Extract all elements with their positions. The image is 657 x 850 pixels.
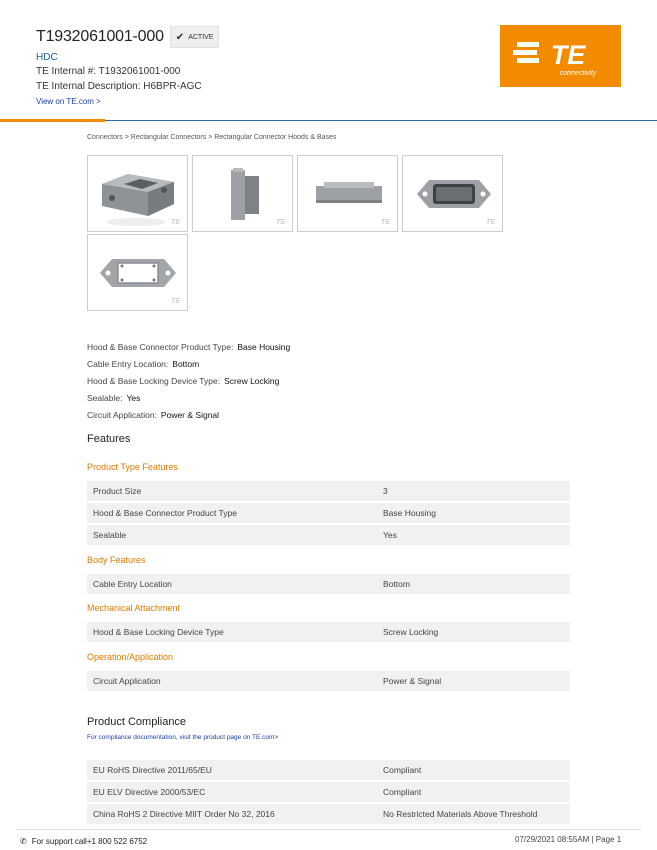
product-image-3[interactable]: [297, 155, 398, 232]
te-watermark: TE: [276, 219, 285, 226]
part-number-title: T1932061001-000: [36, 28, 164, 45]
product-image-2[interactable]: [192, 155, 293, 232]
product-image-5[interactable]: [87, 234, 188, 311]
brand-name: HDC: [36, 52, 58, 63]
feature-row: Circuit Application Power & Signal: [87, 671, 570, 691]
feature-row: Product Size 3: [87, 481, 570, 501]
checkmark-icon: ✔: [175, 31, 185, 43]
feature-row: Sealable Yes: [87, 525, 570, 545]
internal-number: TE Internal #: T1932061001-000: [36, 66, 181, 77]
group-title-mechanical: Mechanical Attachment: [87, 603, 181, 613]
compliance-heading: Product Compliance: [87, 716, 187, 728]
compliance-row: EU RoHS Directive 2011/65/EU Compliant: [87, 760, 570, 780]
te-watermark: TE: [381, 219, 390, 226]
compliance-link[interactable]: For compliance documentation, visit the product page on TE.com>: [87, 734, 279, 741]
breadcrumb[interactable]: Connectors > Rectangular Connectors > Rectangular Connector Hoods & Bases: [87, 134, 337, 141]
attribute-product-type: Hood & Base Connector Product Type: Base Housing: [87, 342, 291, 352]
footer-divider: [16, 829, 641, 830]
header: [36, 26, 219, 48]
feature-row: Hood & Base Connector Product Type Base Housing: [87, 503, 570, 523]
phone-icon: ✆: [20, 837, 27, 846]
view-on-te-link[interactable]: View on TE.com >: [36, 97, 101, 106]
logo-mark: [500, 25, 621, 87]
attribute-circuit-application: Circuit Application: Power & Signal: [87, 410, 220, 420]
attribute-locking-device: Hood & Base Locking Device Type: Screw Locking: [87, 376, 280, 386]
group-title-operation: Operation/Application: [87, 652, 174, 662]
logo-letters: TE: [550, 40, 586, 70]
compliance-row: China RoHS 2 Directive MIIT Order No 32, 2016 No Restricted Materials Above Threshold: [87, 804, 570, 824]
group-title-product-type: Product Type Features: [87, 462, 178, 472]
header-rule-accent: [0, 119, 105, 122]
feature-row: Cable Entry Location Bottom: [87, 574, 570, 594]
header-rule: [105, 120, 657, 121]
feature-row: Hood & Base Locking Device Type Screw Locking: [87, 622, 570, 642]
support-text: For support call+1 800 522 6752: [31, 837, 148, 846]
attribute-sealable: Sealable: Yes: [87, 393, 141, 403]
support-line: [20, 837, 147, 846]
status-label: ACTIVE: [188, 33, 214, 41]
product-image-4[interactable]: [402, 155, 503, 232]
te-connectivity-logo: [500, 25, 621, 87]
te-watermark: TE: [171, 219, 180, 226]
status-badge: [170, 26, 220, 48]
features-heading: Features: [87, 433, 131, 445]
attribute-cable-entry: Cable Entry Location: Bottom: [87, 359, 200, 369]
product-image-1[interactable]: [87, 155, 188, 232]
compliance-row: EU ELV Directive 2000/53/EC Compliant: [87, 782, 570, 802]
title-row: [36, 26, 219, 48]
logo-tagline: connectivity: [559, 70, 597, 77]
internal-description: TE Internal Description: H6BPR-AGC: [36, 81, 202, 92]
te-watermark: TE: [171, 298, 180, 305]
group-title-body: Body Features: [87, 555, 146, 565]
te-watermark: TE: [486, 219, 495, 226]
page-info: 07/29/2021 08:55AM | Page 1: [515, 835, 622, 844]
